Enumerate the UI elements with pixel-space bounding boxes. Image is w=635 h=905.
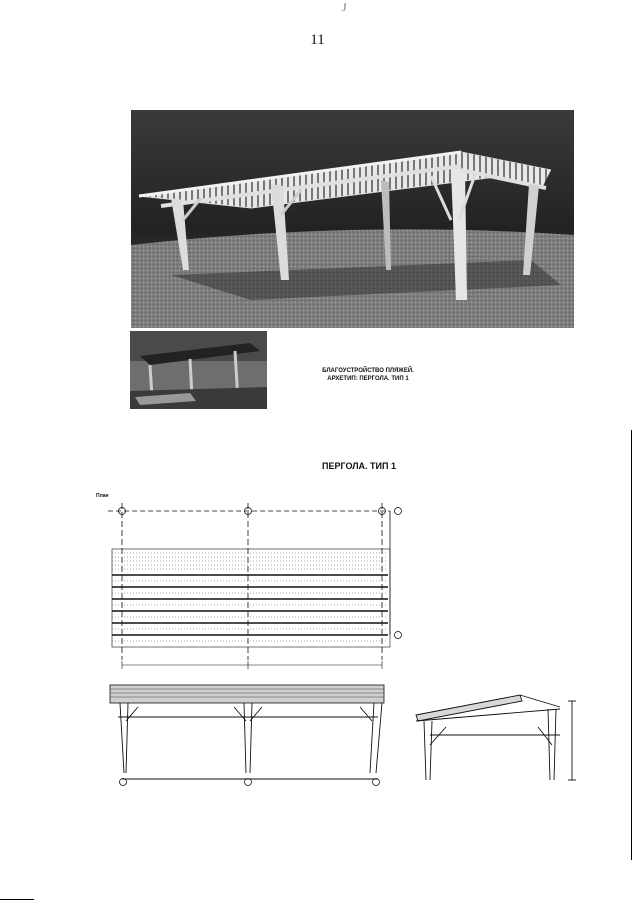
footnote-rule — [0, 899, 34, 900]
scan-edge — [631, 430, 632, 860]
front-elevation — [110, 685, 384, 786]
plan-label: План — [96, 493, 109, 499]
photo-caption — [293, 367, 443, 383]
page-number: 11 — [310, 32, 325, 48]
caption-line-2: АРХЕТИП: ПЕРГОЛА. ТИП 1 — [327, 376, 409, 382]
caption-line-1: БЛАГОУСТРОЙСТВО ПЛЯЖЕЙ. — [322, 368, 414, 374]
side-elevation — [416, 695, 576, 780]
technical-drawing — [90, 495, 590, 805]
section-title: ПЕРГОЛА. ТИП 1 — [322, 461, 396, 471]
pergola-detail-photo — [130, 331, 267, 409]
pergola-render-photo — [131, 110, 574, 328]
scan-mark: J — [342, 0, 347, 14]
plan-slats — [112, 549, 390, 647]
